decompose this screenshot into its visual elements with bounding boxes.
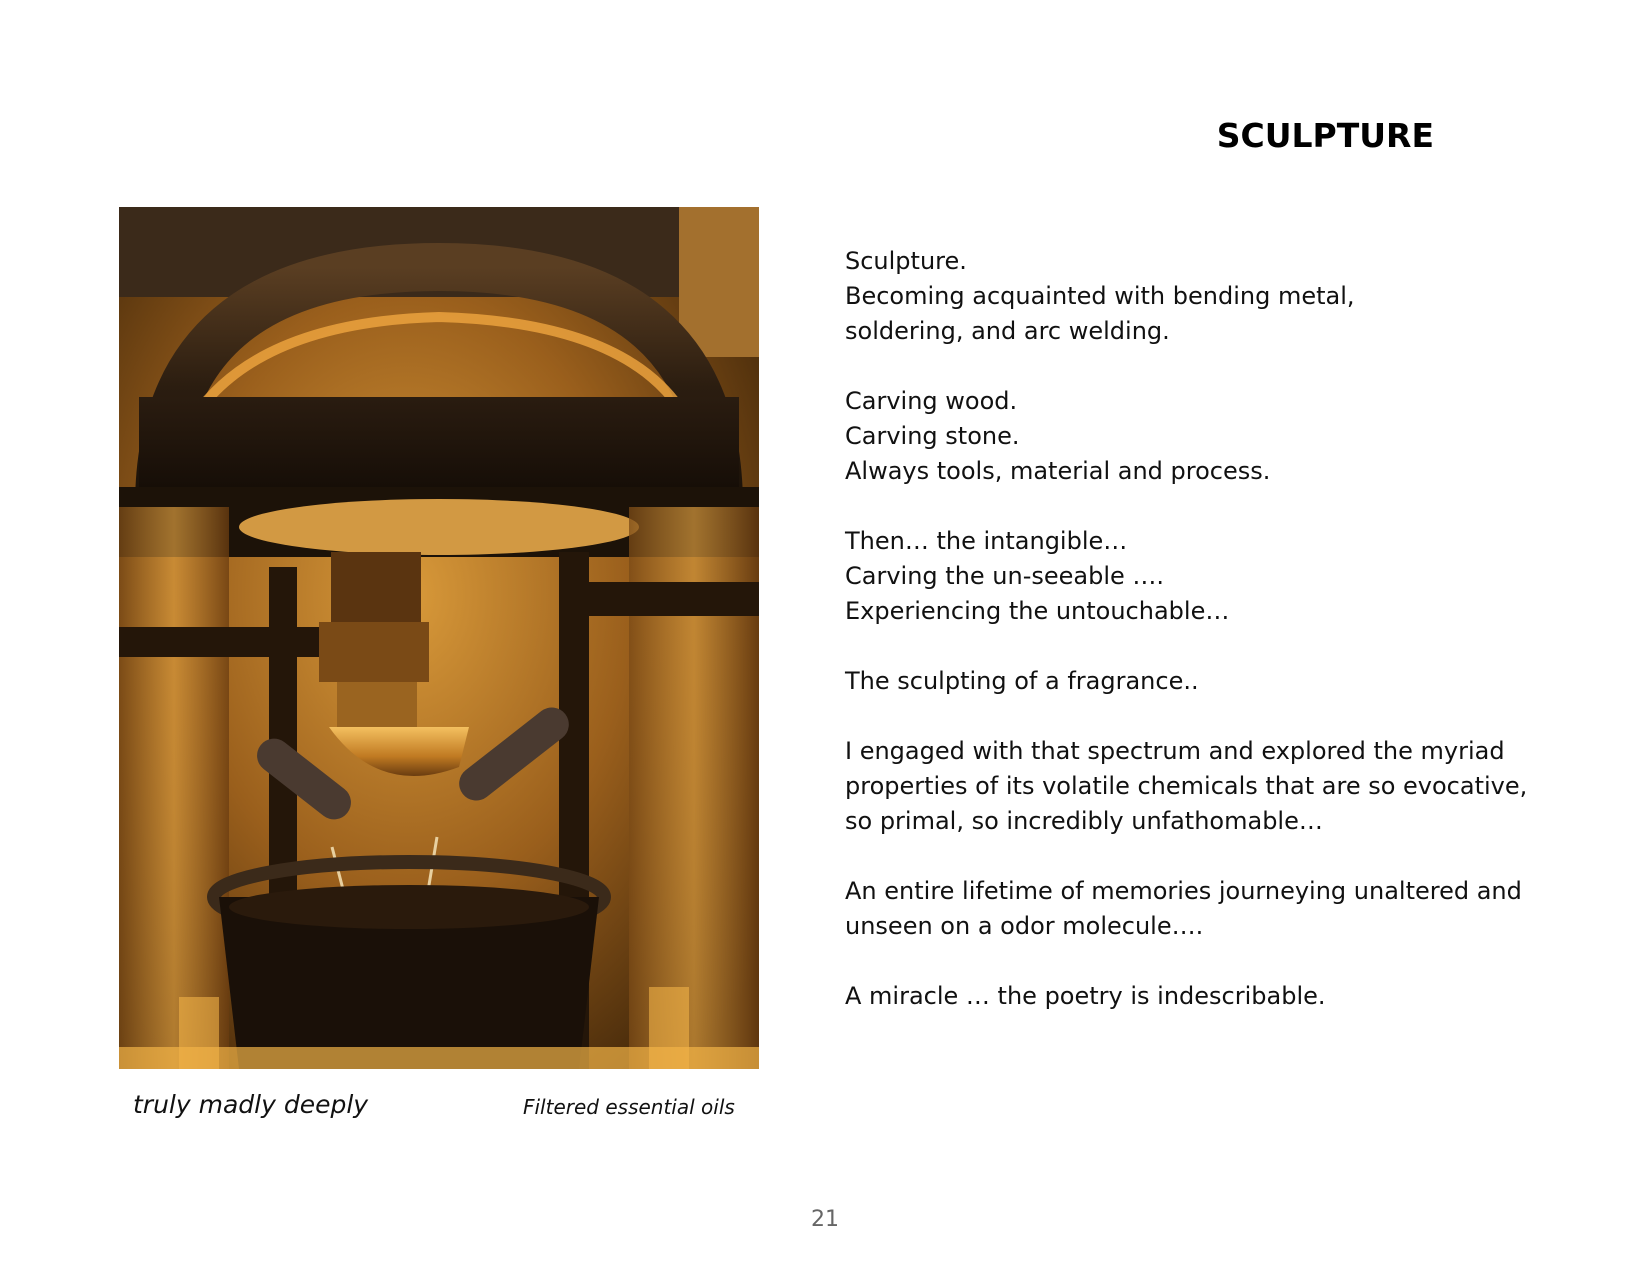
text-line: An entire lifetime of memories journeying unaltered and (845, 877, 1522, 905)
paragraph (845, 874, 1585, 944)
artwork-title: truly madly deeply (133, 1090, 369, 1119)
text-line: I engaged with that spectrum and explored the myriad (845, 737, 1505, 765)
paragraph (845, 734, 1585, 839)
artwork-photo (119, 207, 759, 1069)
text-line: Always tools, material and process. (845, 457, 1271, 485)
text-line: Carving stone. (845, 422, 1020, 450)
distillation-apparatus-icon (119, 207, 759, 1069)
text-line: A miracle … the poetry is indescribable. (845, 982, 1326, 1010)
essay-text (845, 244, 1585, 1049)
page-number: 21 (811, 1207, 839, 1232)
text-line: so primal, so incredibly unfathomable… (845, 807, 1323, 835)
text-line: Sculpture. (845, 247, 967, 275)
paragraph (845, 244, 1585, 349)
text-line: Carving the un-seeable …. (845, 562, 1165, 590)
text-line: Experiencing the untouchable… (845, 597, 1230, 625)
page-title: SCULPTURE (1216, 116, 1434, 155)
paragraph (845, 384, 1585, 489)
text-line: soldering, and arc welding. (845, 317, 1170, 345)
text-line: Then… the intangible… (845, 527, 1128, 555)
paragraph (845, 524, 1585, 629)
text-line: The sculpting of a fragrance.. (845, 667, 1199, 695)
text-line: Becoming acquainted with bending metal, (845, 282, 1355, 310)
text-line: Carving wood. (845, 387, 1018, 415)
paragraph (845, 664, 1585, 699)
text-line: properties of its volatile chemicals that are so evocative, (845, 772, 1528, 800)
text-line: unseen on a odor molecule…. (845, 912, 1204, 940)
artwork-medium: Filtered essential oils (523, 1095, 735, 1119)
paragraph (845, 979, 1585, 1014)
